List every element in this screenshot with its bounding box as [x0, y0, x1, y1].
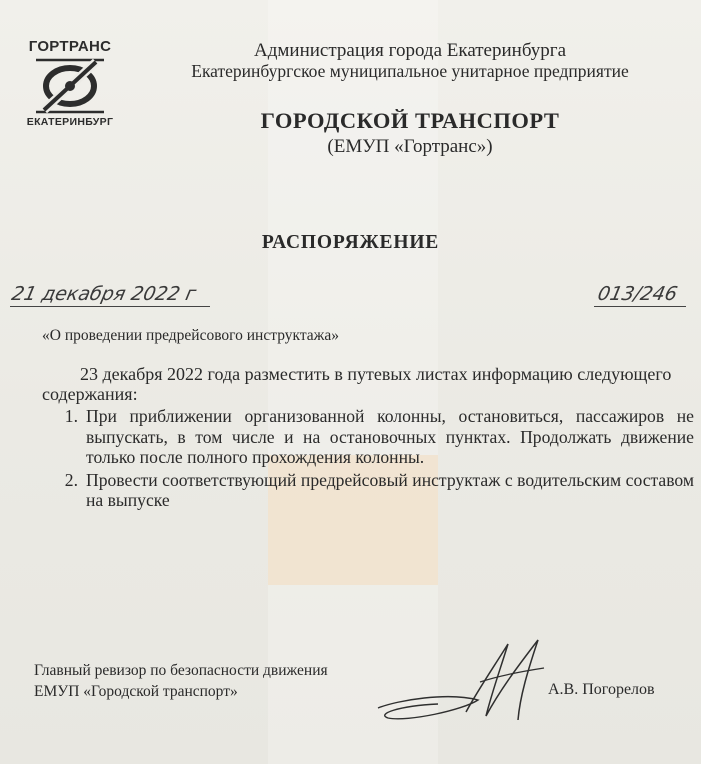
gortrans-emblem-icon — [34, 56, 106, 116]
company-logo — [24, 38, 116, 138]
list-item — [42, 406, 694, 468]
logo-top-text: ГОРТРАНС — [28, 38, 112, 55]
document-subject: «О проведении предрейсового инструктажа» — [42, 327, 339, 344]
intro-line-2: содержания: — [42, 384, 138, 404]
list-item — [42, 470, 694, 511]
date-underline — [10, 306, 210, 307]
number-underline — [594, 306, 686, 307]
signatory-title — [34, 660, 328, 702]
header-enterprise-type: Екатеринбургское муниципальное унитарное предприятие — [191, 61, 629, 81]
handwritten-signature — [368, 630, 558, 740]
list-item-text: Провести соответствующий предрейсовый инструктаж с водительским составом на выпуске — [86, 469, 694, 510]
header-administration: Администрация города Екатеринбурга — [254, 40, 566, 61]
intro-line-1: 23 декабря 2022 года разместить в путевых листах информацию следующего — [80, 364, 672, 384]
signatory-name: А.В. Погорелов — [548, 681, 655, 698]
list-item-text: При приближении организованной колонны, остановиться, пассажиров не выпускать, в том числе и на остановочных пунктах. Продолжать движение только после полного прохождения колонны. — [86, 406, 694, 467]
instruction-list — [42, 406, 694, 513]
signatory-organization: ЕМУП «Городской транспорт» — [34, 683, 238, 700]
header-org-name: ГОРОДСКОЙ ТРАНСПОРТ — [260, 108, 560, 133]
logo-bottom-text: ЕКАТЕРИНБУРГ — [26, 116, 114, 128]
document-title: РАСПОРЯЖЕНИЕ — [261, 232, 440, 253]
list-item-number: 2. — [64, 469, 78, 490]
signatory-position: Главный ревизор по безопасности движения — [34, 662, 328, 679]
header-org-short: (ЕМУП «Гортранс») — [327, 136, 493, 157]
list-item-number: 1. — [64, 406, 78, 426]
handwritten-number: 013/246 — [595, 283, 680, 305]
handwritten-date: 21 декабря 2022 г — [9, 283, 199, 305]
